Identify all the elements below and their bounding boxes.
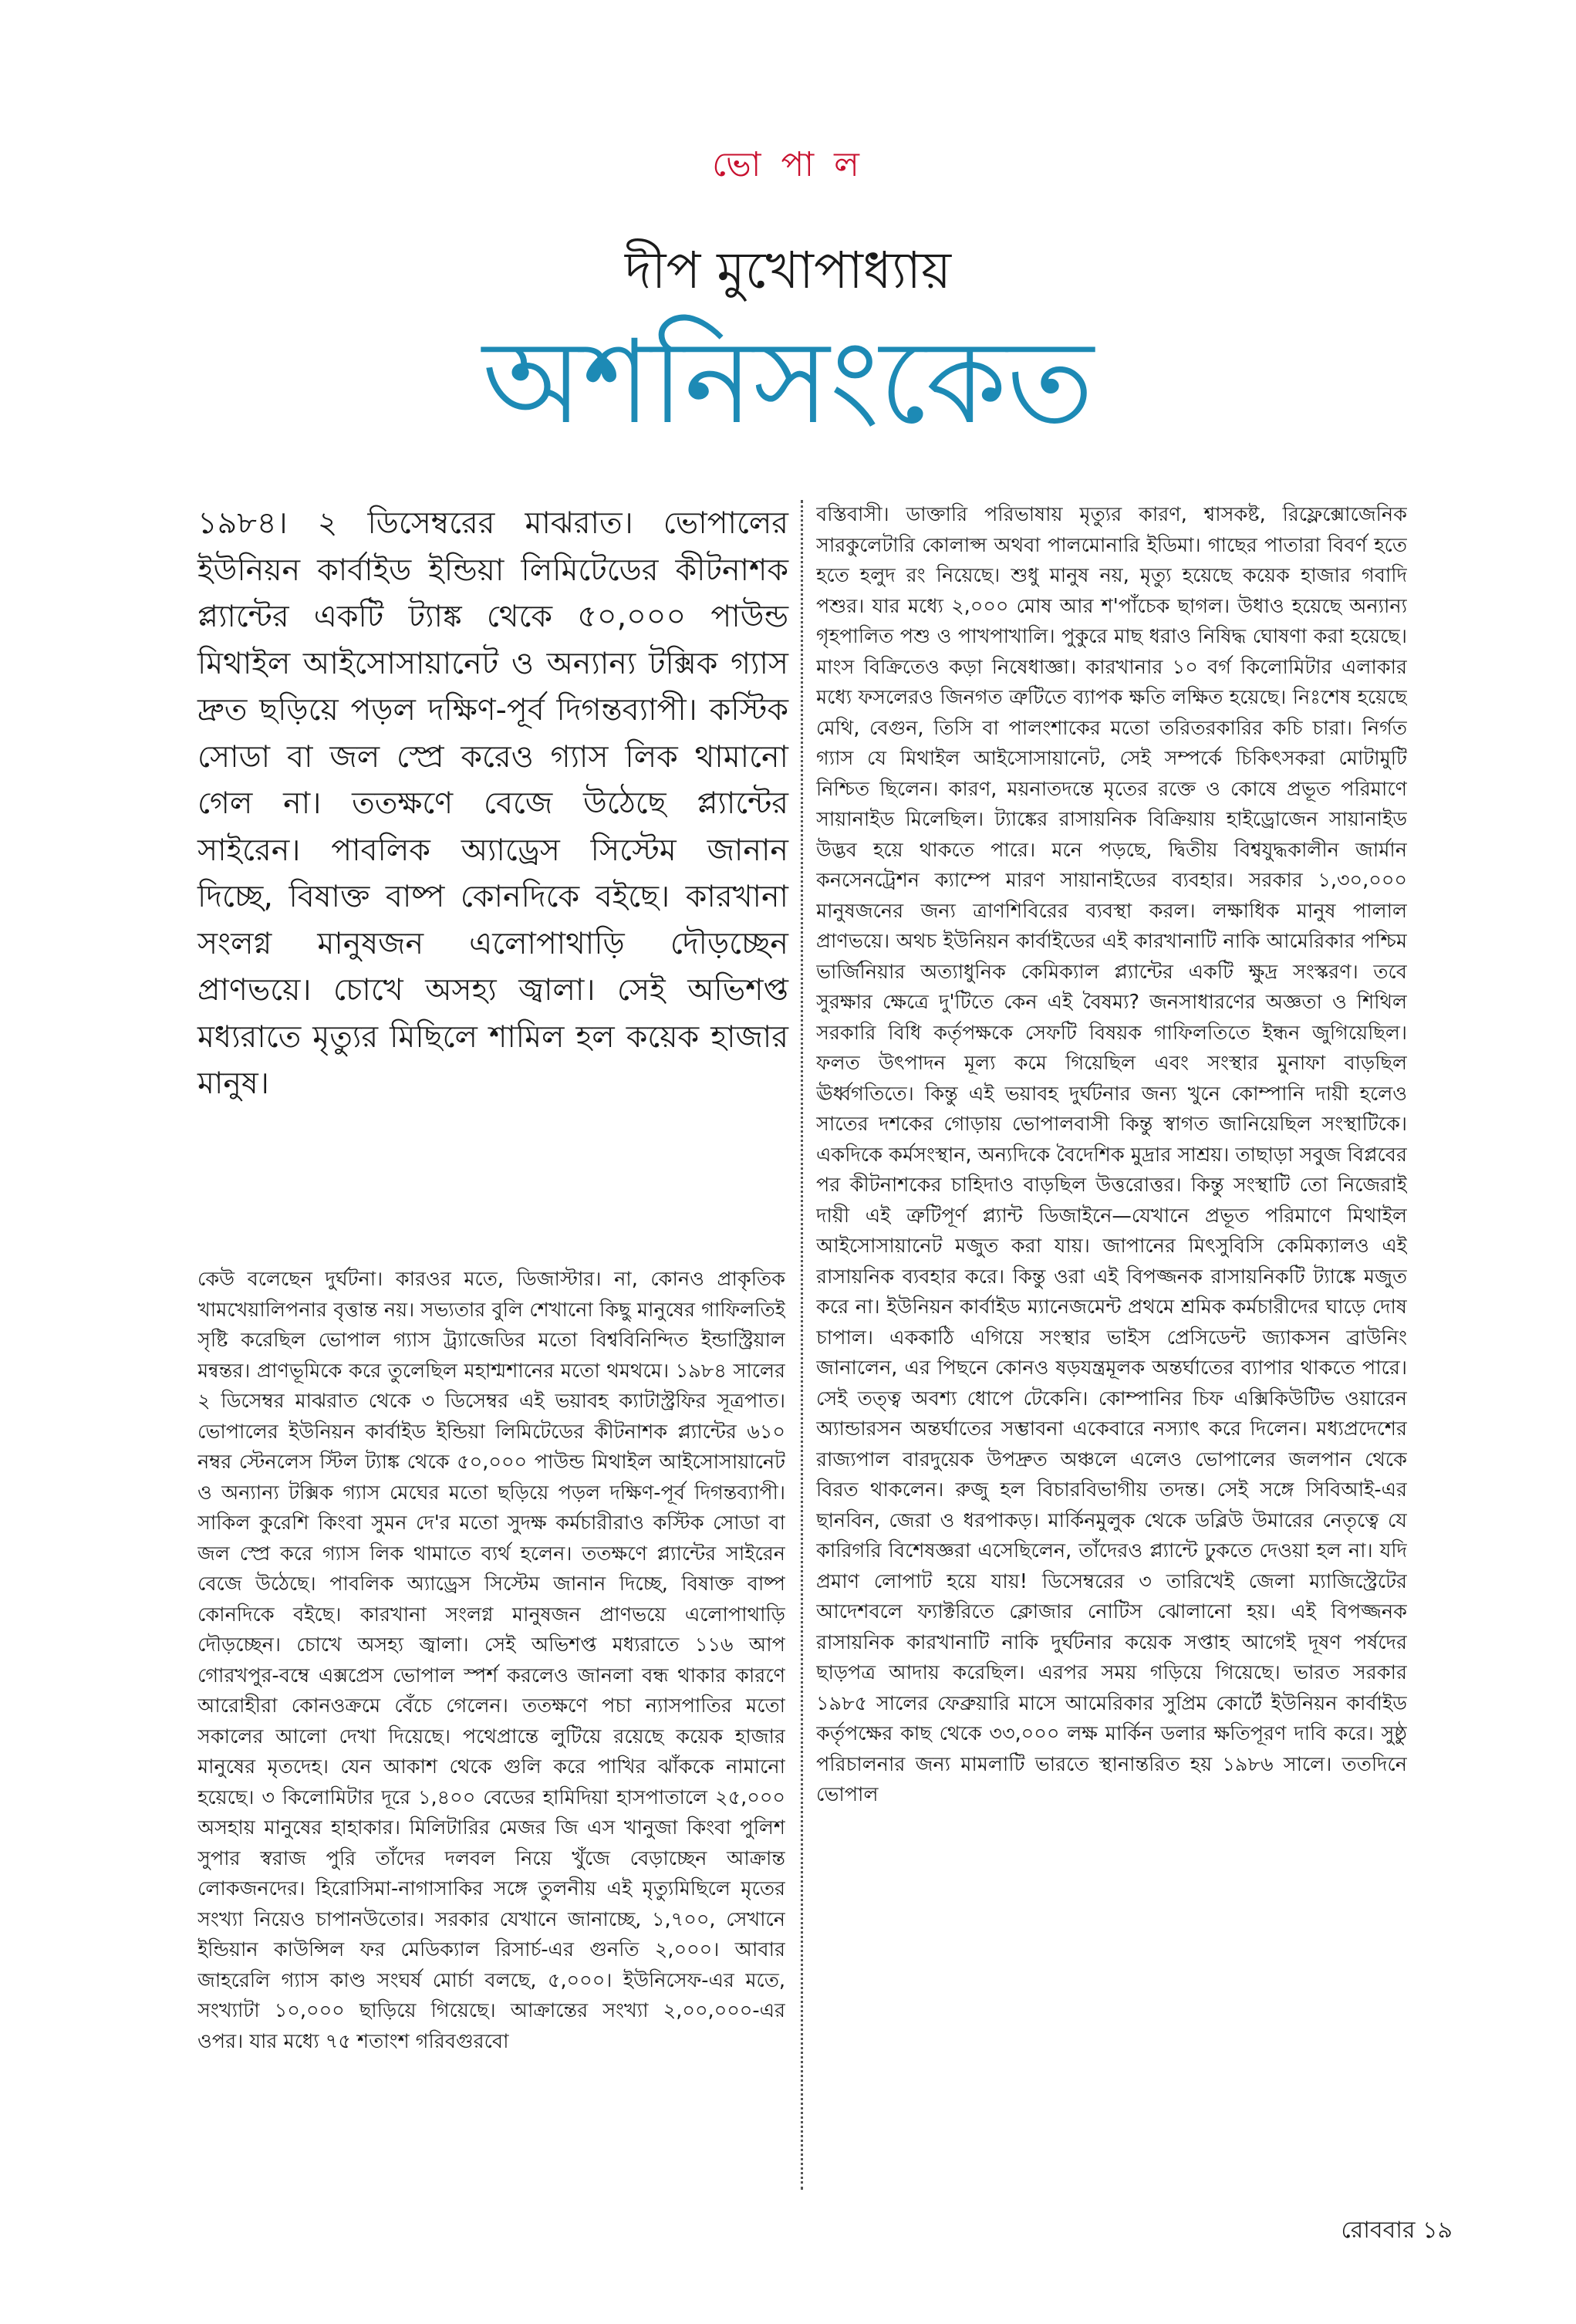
magazine-name: রোববার <box>1341 2217 1416 2244</box>
body-column-right: বস্তিবাসী। ডাক্তারি পরিভাষায় মৃত্যুর কারণ, শ্বাসকষ্ট, রিফ্লেক্সোজেনিক সারকুলেটারি কোলাপ্স অথবা পালমোনারি ইডিমা। গাছের পাতারা বিবর্ণ হতে হতে হলুদ রং নিয়েছে। শুধু মানুষ নয়, মৃত্যু হয়েছে কয়েক হাজার গবাদি পশুর। যার মধ্যে ২,০০০ মোষ আর শ'পাঁচেক ছাগল। উধাও হয়েছে অন্যান্য গৃহপালিত পশু ও পাখপাখালি। পুকুরে মাছ ধরাও নিষিদ্ধ ঘোষণা করা হয়েছে। মাংস বিক্রিতেও কড়া নিষেধাজ্ঞা। কারখানার ১০ বর্গ কিলোমিটার এলাকার মধ্যে ফসলেরও জিনগত ত্রুটিতে ব্যাপক ক্ষতি লক্ষিত হয়েছে। নিঃশেষ হয়েছে মেথি, বেগুন, তিসি বা পালংশাকের মতো তরিতরকারির কচি চারা। নির্গত গ্যাস যে মিথাইল আইসোসায়ানেট, সেই সম্পর্কে চিকিৎসকরা মোটামুটি নিশ্চিত ছিলেন। কারণ, ময়নাতদন্তে মৃতের রক্তে ও কোষে প্রভূত পরিমাণে সায়ানাইড মিলেছিল। ট্যাঙ্কের রাসায়নিক বিক্রিয়ায় হাইড্রোজেন সায়ানাইড উদ্ভব হয়ে থাকতে পারে। মনে পড়ছে, দ্বিতীয় বিশ্বযুদ্ধকালীন জার্মান কনসেনট্রেশন ক্যাম্পে মারণ সায়ানাইডের ব্যবহার। সরকার ১,৩০,০০০ মানুষজনের জন্য ত্রাণশিবিরের ব্যবস্থা করল। লক্ষাধিক মানুষ পালাল প্রাণভয়ে। অথচ ইউনিয়ন কার্বাইডের এই কারখানাটি নাকি আমেরিকার পশ্চিম ভার্জিনিয়ার অত্যাধুনিক কেমিক্যাল প্ল্যান্টের একটি ক্ষুদ্র সংস্করণ। তবে সুরক্ষার ক্ষেত্রে দু'টিতে কেন এই বৈষম্য? জনসাধারণের অজ্ঞতা ও শিথিল সরকারি বিধি কর্তৃপক্ষকে সেফটি বিষয়ক গাফিলতিতে ইন্ধন জুগিয়েছিল। ফলত উৎপাদন মূল্য কমে গিয়েছিল এবং সংস্থার মুনাফা বাড়ছিল ঊর্ধ্বগতিতে। কিন্তু এই ভয়াবহ দুর্ঘটনার জন্য খুনে কোম্পানি দায়ী হলেও সাতের দশকের গোড়ায় ভোপালবাসী কিন্তু স্বাগত জানিয়েছিল সংস্থাটিকে। একদিকে কর্মসংস্থান, অন্যদিকে বৈদেশিক মুদ্রার সাশ্রয়। তাছাড়া সবুজ বিপ্লবের পর কীটনাশকের চাহিদাও বাড়ছিল উত্তরোত্তর। কিন্তু সংস্থাটি তো নিজেরাই দায়ী এই ত্রুটিপূর্ণ প্ল্যান্ট ডিজাইনে—যেখানে প্রভূত পরিমাণে মিথাইল আইসোসায়ানেট মজুত করা যায়। জাপানের মিৎসুবিসি কেমিক্যালও এই রাসায়নিক ব্যবহার করে। কিন্তু ওরা এই বিপজ্জনক রাসায়নিকটি ট্যাঙ্কে মজুত করে না। ইউনিয়ন কার্বাইড ম্যানেজমেন্ট প্রথমে শ্রমিক কর্মচারীদের ঘাড়ে দোষ চাপাল। এককাঠি এগিয়ে সংস্থার ভাইস প্রেসিডেন্ট জ্যাকসন ব্রাউনিং জানালেন, এর পিছনে কোনও ষড়যন্ত্রমূলক অন্তর্ঘাতের ব্যাপার থাকতে পারে। সেই তত্ত্ব অবশ্য ধোপে টেকেনি। কোম্পানির চিফ এক্সিকিউটিভ ওয়ারেন অ্যান্ডারসন অন্তর্ঘাতের সম্ভাবনা একেবারে নস্যাৎ করে দিলেন। মধ্যপ্রদেশের রাজ্যপাল বারদুয়েক উপদ্রুত অঞ্চলে এলেও ভোপালের জলপান থেকে বিরত থাকলেন। রুজু হল বিচারবিভাগীয় তদন্ত। সেই সঙ্গে সিবিআই-এর ছানবিন, জেরা ও ধরপাকড়। মার্কিনমুলুক থেকে ডব্লিউ উমারের নেতৃত্বে যে কারিগরি বিশেষজ্ঞরা এসেছিলেন, তাঁদেরও প্ল্যান্টে ঢুকতে দেওয়া হল না। যদি প্রমাণ লোপাট হয়ে যায়! ডিসেম্বরের ৩ তারিখেই জেলা ম্যাজিস্ট্রেটের আদেশবলে ফ্যাক্টরিতে ক্লোজার নোটিস ঝোলানো হয়। এই বিপজ্জনক রাসায়নিক কারখানাটি নাকি দুর্ঘটনার কয়েক সপ্তাহ আগেই দূষণ পর্ষদের ছাড়পত্র আদায় করেছিল। এরপর সময় গড়িয়ে গিয়েছে। ভারত সরকার ১৯৮৫ সালের ফেব্রুয়ারি মাসে আমেরিকার সুপ্রিম কোর্টে ইউনিয়ন কার্বাইড কর্তৃপক্ষের কাছ থেকে ৩৩,০০০ লক্ষ মার্কিন ডলার ক্ষতিপূরণ দাবি করে। সুষ্ঠু পরিচালনার জন্য মামলাটি ভারতে স্থানান্তরিত হয় ১৯৮৬ সালে। ততদিনে ভোপাল <box>816 503 1407 1806</box>
body-column-left: কেউ বলেছেন দুর্ঘটনা। কারওর মতে, ডিজাস্টার। না, কোনও প্রাকৃতিক খামখেয়ালিপনার বৃত্তান্ত নয়। সভ্যতার বুলি শেখানো কিছু মানুষের গাফিলতিই সৃষ্টি করেছিল ভোপাল গ্যাস ট্র্যাজেডির মতো বিশ্ববিনিন্দিত ইন্ডাস্ট্রিয়াল মন্বন্তর। প্রাণভূমিকে করে তুলেছিল মহাশ্মশানের মতো থমথমে। ১৯৮৪ সালের ২ ডিসেম্বর মাঝরাত থেকে ৩ ডিসেম্বর এই ভয়াবহ ক্যাটাস্ট্রফির সূত্রপাত। ভোপালের ইউনিয়ন কার্বাইড ইন্ডিয়া লিমিটেডের কীটনাশক প্ল্যান্টের ৬১০ নম্বর স্টেনলেস স্টিল ট্যাঙ্ক থেকে ৫০,০০০ পাউন্ড মিথাইল আইসোসায়ানেট ও অন্যান্য টক্সিক গ্যাস মেঘের মতো ছড়িয়ে পড়ল দক্ষিণ-পূর্ব দিগন্তব্যাপী। সাকিল কুরেশি কিংবা সুমন দে'র মতো সুদক্ষ কর্মচারীরাও কস্টিক সোডা বা জল স্প্রে করে গ্যাস লিক থামাতে ব্যর্থ হলেন। ততক্ষণে প্ল্যান্টের সাইরেন বেজে উঠেছে। পাবলিক অ্যাড্রেস সিস্টেম জানান দিচ্ছে, বিষাক্ত বাষ্প কোনদিকে বইছে। কারখানা সংলগ্ন মানুষজন প্রাণভয়ে এলোপাথাড়ি দৌড়চ্ছেন। চোখে অসহ্য জ্বালা। সেই অভিশপ্ত মধ্যরাতে ১১৬ আপ গোরখপুর-বম্বে এক্সপ্রেস ভোপাল স্পর্শ করলেও জানলা বন্ধ থাকার কারণে আরোহীরা কোনওক্রমে বেঁচে গেলেন। ততক্ষণে পচা ন্যাসপাতির মতো সকালের আলো দেখা দিয়েছে। পথেপ্রান্তে লুটিয়ে রয়েছে কয়েক হাজার মানুষের মৃতদেহ। যেন আকাশ থেকে গুলি করে পাখির ঝাঁককে নামানো হয়েছে। ৩ কিলোমিটার দূরে ১,৪০০ বেডের হামিদিয়া হাসপাতালে ২৫,০০০ অসহায় মানুষের হাহাকার। মিলিটারির মেজর জি এস খানুজা কিংবা পুলিশ সুপার স্বরাজ পুরি তাঁদের দলবল নিয়ে খুঁজে বেড়াচ্ছেন আক্রান্ত লোকজনদের। হিরোসিমা-নাগাসাকির সঙ্গে তুলনীয় এই মৃত্যুমিছিলে মৃতের সংখ্যা নিয়েও চাপানউতোর। সরকার যেখানে জানাচ্ছে, ১,৭০০, সেখানে ইন্ডিয়ান কাউন্সিল ফর মেডিক্যাল রিসার্চ-এর গুনতি ২,০০০। আবার জাহরেলি গ্যাস কাণ্ড সংঘর্ষ মোর্চা বলছে, ৫,০০০। ইউনিসেফ-এর মতে, সংখ্যাটা ১০,০০০ ছাড়িয়ে গিয়েছে। আক্রান্তের সংখ্যা ২,০০,০০০-এর ওপর। যার মধ্যে ৭৫ শতাংশ গরিবগুরবো <box>197 1268 785 2053</box>
page-number: ১৯ <box>1422 2217 1453 2244</box>
lead-paragraph: ১৯৮৪। ২ ডিসেম্বরের মাঝরাত। ভোপালের ইউনিয়ন কার্বাইড ইন্ডিয়া লিমিটেডের কীটনাশক প্ল্যান্টের একটি ট্যাঙ্ক থেকে ৫০,০০০ পাউন্ড মিথাইল আইসোসায়ানেট ও অন্যান্য টক্সিক গ্যাস দ্রুত ছড়িয়ে পড়ল দক্ষিণ-পূর্ব দিগন্তব্যাপী। কস্টিক সোডা বা জল স্প্রে করেও গ্যাস লিক থামানো গেল না। ততক্ষণে বেজে উঠেছে প্ল্যান্টের সাইরেন। পাবলিক অ্যাড্রেস সিস্টেম জানান দিচ্ছে, বিষাক্ত বাষ্প কোনদিকে বইছে। কারখানা সংলগ্ন মানুষজন এলোপাথাড়ি দৌড়চ্ছেন প্রাণভয়ে। চোখে অসহ্য জ্বালা। সেই অভিশপ্ত মধ্যরাতে মৃত্যুর মিছিলে শামিল হল কয়েক হাজার মানুষ। <box>197 505 788 1101</box>
section-label: ভো পা ল <box>712 145 864 184</box>
column-divider <box>801 500 803 2190</box>
headline: অশনিসংকেত <box>482 316 1094 450</box>
author-name: দীপ মুখোপাধ্যায় <box>624 241 952 300</box>
page-footer <box>1341 2211 1453 2251</box>
